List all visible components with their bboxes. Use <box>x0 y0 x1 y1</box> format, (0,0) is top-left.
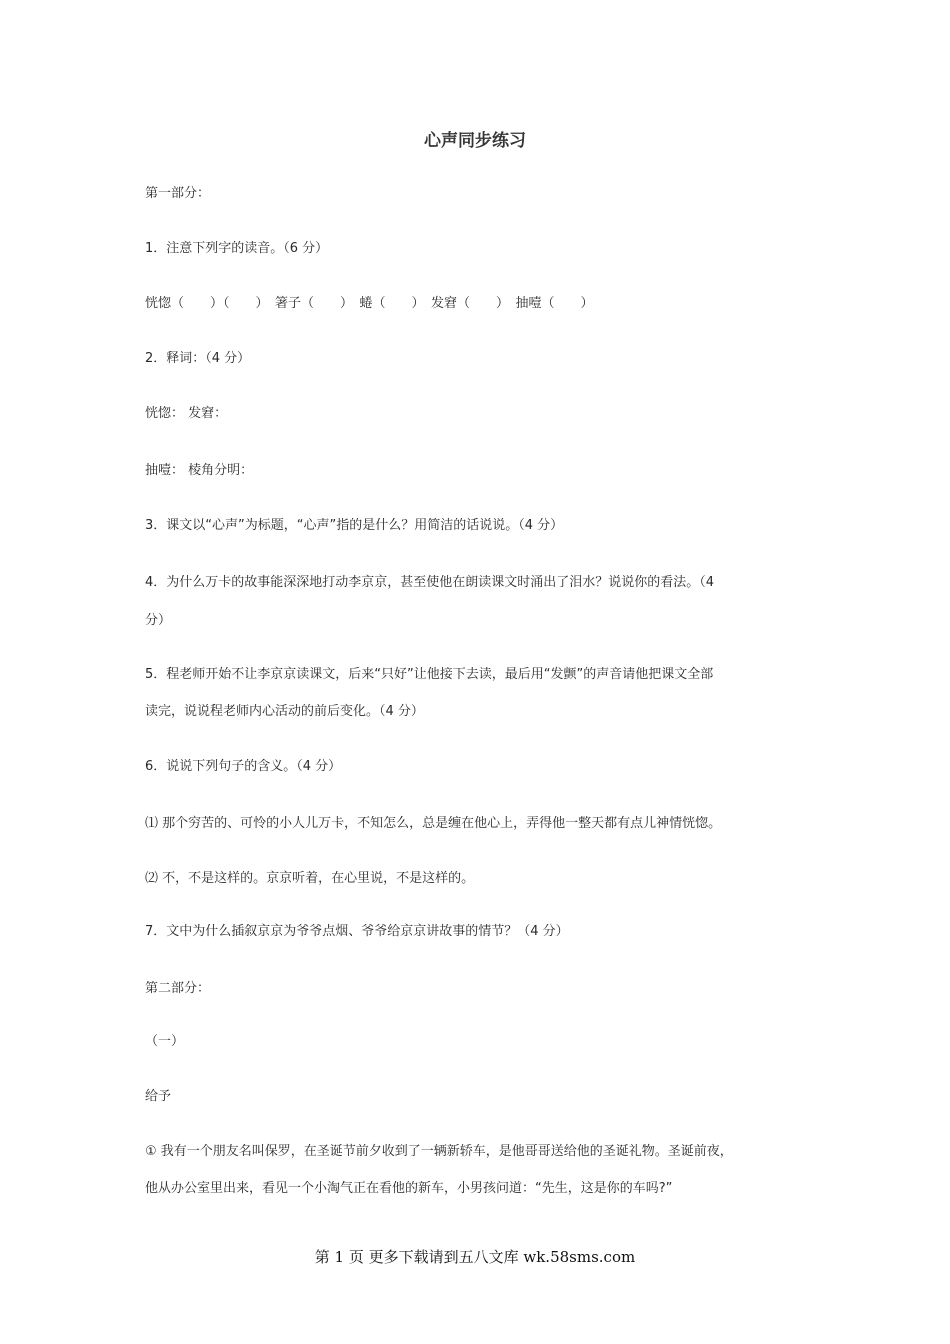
question-5-line-2: 读完，说说程老师内心活动的前后变化。（4 分） <box>145 704 424 719</box>
question-3: 3．课文以“心声”为标题，“心声”指的是什么？用简洁的话说说。（4 分） <box>145 518 564 533</box>
question-5-line-1: 5．程老师开始不让李京京读课文，后来“只好”让他接下去读，最后用“发颤”的声音请他把课文全部 <box>145 667 714 682</box>
document-title: 心声同步练习 <box>424 131 526 151</box>
part2-heading: 第二部分： <box>145 981 211 996</box>
question-2-line-2: 抽噎： 棱角分明： <box>145 463 254 478</box>
question-6-sentence-1: ⑴ 那个穷苦的、可怜的小人儿万卡，不知怎么，总是缠在他心上，弄得他一整天都有点儿神情恍惚。 <box>145 816 722 831</box>
question-4-line-1: 4．为什么万卡的故事能深深地打动李京京，甚至使他在朗读课文时涌出了泪水？说说你的看法。（4 <box>145 575 715 590</box>
part1-heading: 第一部分： <box>145 186 211 201</box>
question-1-words: 恍惚（ ）（ ） 箸子（ ） 蜷（ ） 发窘（ ） 抽噎（ ） <box>145 296 594 311</box>
page-footer: 第 1 页 更多下载请到五八文库 wk.58sms.com <box>314 1248 636 1266</box>
passage-paragraph-1-line-2: 他从办公室里出来，看见一个小淘气正在看他的新车，小男孩问道：“先生，这是你的车吗?” <box>145 1181 673 1196</box>
question-6-sentence-2: ⑵ 不，不是这样的。京京听着，在心里说，不是这样的。 <box>145 871 475 886</box>
passage-title: 给予 <box>145 1089 172 1104</box>
question-2-line-1: 恍惚： 发窘： <box>145 406 228 421</box>
section-1-label: （一） <box>145 1034 185 1049</box>
question-1: 1．注意下列字的读音。（6 分） <box>145 241 329 256</box>
question-7: 7．文中为什么插叙京京为爷爷点烟、爷爷给京京讲故事的情节？（4 分） <box>145 924 569 939</box>
passage-paragraph-1-line-1: ① 我有一个朋友名叫保罗，在圣诞节前夕收到了一辆新轿车，是他哥哥送给他的圣诞礼物。圣诞前夜， <box>145 1144 733 1159</box>
question-4-line-2: 分） <box>145 613 172 628</box>
question-6: 6．说说下列句子的含义。（4 分） <box>145 759 342 774</box>
question-2: 2．释词：（4 分） <box>145 351 251 366</box>
